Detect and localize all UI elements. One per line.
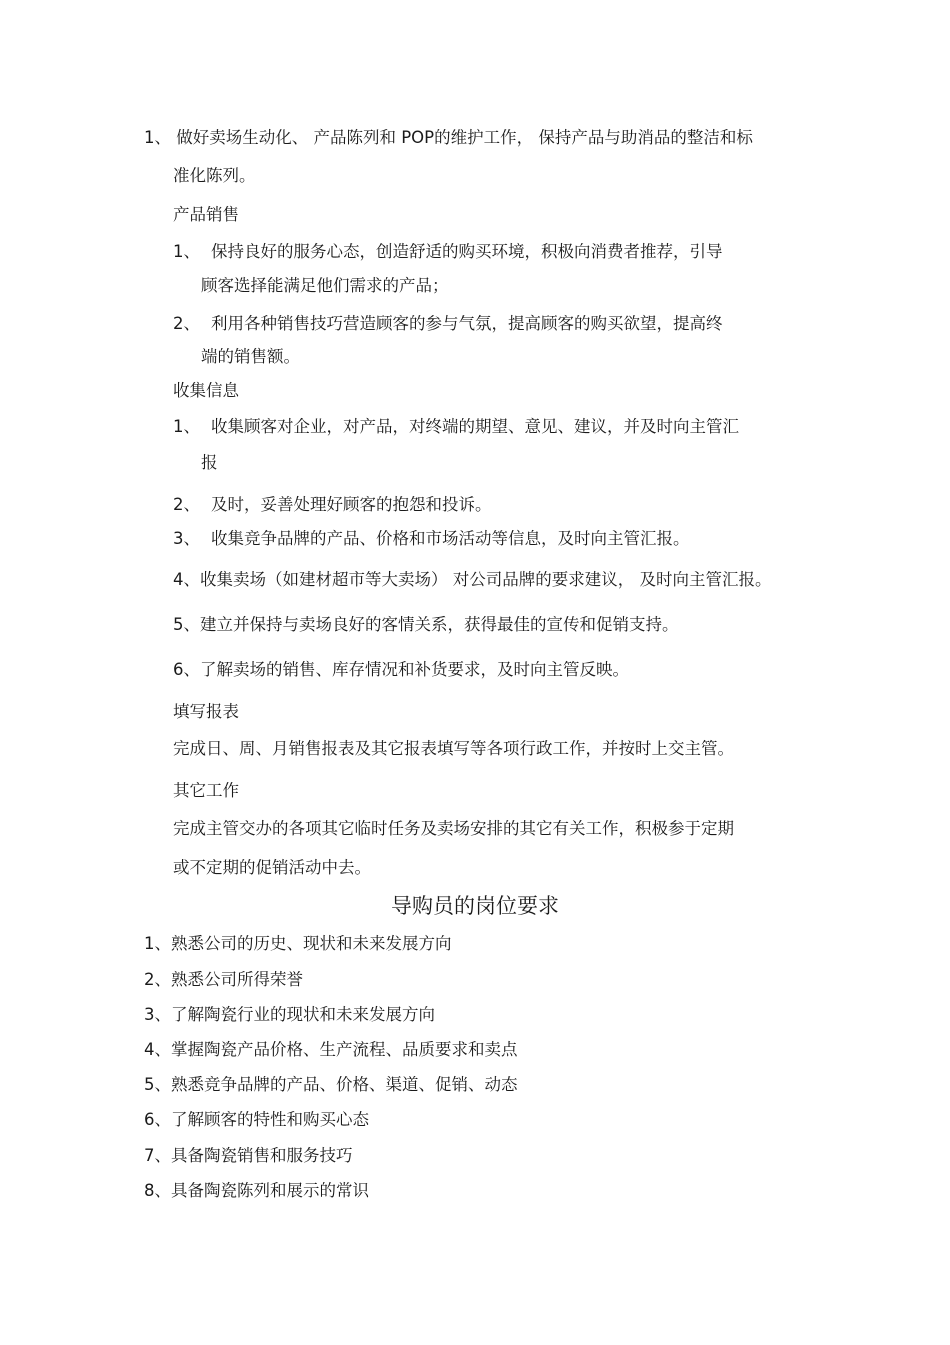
sales-item-1-line2: 顾客选择能满足他们需求的产品； bbox=[201, 276, 449, 295]
info-item-1-number: 1、 bbox=[173, 417, 200, 436]
requirement-item-8: 8、具备陶瓷陈列和展示的常识 bbox=[144, 1181, 369, 1200]
info-item-2-number: 2、 bbox=[173, 495, 200, 514]
sales-item-2-number: 2、 bbox=[173, 314, 200, 333]
requirement-item-1: 1、熟悉公司的历史、现状和未来发展方向 bbox=[144, 934, 452, 953]
info-item-4: 4、收集卖场（如建材超市等大卖场） 对公司品牌的要求建议， 及时向主管汇报。 bbox=[173, 570, 772, 589]
duty-item-1-line2: 准化陈列。 bbox=[173, 166, 256, 185]
section-heading-reports: 填写报表 bbox=[173, 702, 239, 721]
section-heading-sales: 产品销售 bbox=[173, 205, 239, 224]
requirement-item-6: 6、了解顾客的特性和购买心态 bbox=[144, 1110, 369, 1129]
requirement-item-4: 4、掌握陶瓷产品价格、生产流程、品质要求和卖点 bbox=[144, 1040, 518, 1059]
section-heading-info: 收集信息 bbox=[173, 381, 239, 400]
info-item-3-line1: 收集竞争品牌的产品、价格和市场活动等信息，及时向主管汇报。 bbox=[211, 529, 690, 548]
section-heading-other: 其它工作 bbox=[173, 781, 239, 800]
requirement-item-7: 7、具备陶瓷销售和服务技巧 bbox=[144, 1146, 353, 1165]
duty-item-1-line1: 1、 做好卖场生动化、 产品陈列和 POP的维护工作， 保持产品与助消品的整洁和标 bbox=[144, 128, 753, 147]
info-item-1-line1: 收集顾客对企业，对产品，对终端的期望、意见、建议，并及时向主管汇 bbox=[211, 417, 739, 436]
requirement-item-5: 5、熟悉竞争品牌的产品、价格、渠道、促销、动态 bbox=[144, 1075, 518, 1094]
info-item-6: 6、了解卖场的销售、库存情况和补货要求，及时向主管反映。 bbox=[173, 660, 629, 679]
sales-item-2-line2: 端的销售额。 bbox=[201, 347, 300, 366]
reports-body: 完成日、周、月销售报表及其它报表填写等各项行政工作，并按时上交主管。 bbox=[173, 739, 734, 758]
requirement-item-3: 3、了解陶瓷行业的现状和未来发展方向 bbox=[144, 1005, 435, 1024]
requirement-item-2: 2、熟悉公司所得荣誉 bbox=[144, 970, 303, 989]
info-item-1-line2: 报 bbox=[201, 453, 218, 472]
info-item-5: 5、建立并保持与卖场良好的客情关系，获得最佳的宣传和促销支持。 bbox=[173, 615, 679, 634]
info-item-2-line1: 及时，妥善处理好顾客的抱怨和投诉。 bbox=[211, 495, 492, 514]
sales-item-2-line1: 利用各种销售技巧营造顾客的参与气氛，提高顾客的购买欲望，提高终 bbox=[211, 314, 723, 333]
info-item-3-number: 3、 bbox=[173, 529, 200, 548]
other-body-line1: 完成主管交办的各项其它临时任务及卖场安排的其它有关工作，积极参于定期 bbox=[173, 819, 734, 838]
sales-item-1-line1: 保持良好的服务心态，创造舒适的购买环境，积极向消费者推荐，引导 bbox=[211, 242, 723, 261]
sales-item-1-number: 1、 bbox=[173, 242, 200, 261]
requirements-title: 导购员的岗位要求 bbox=[391, 894, 559, 918]
other-body-line2: 或不定期的促销活动中去。 bbox=[173, 858, 371, 877]
